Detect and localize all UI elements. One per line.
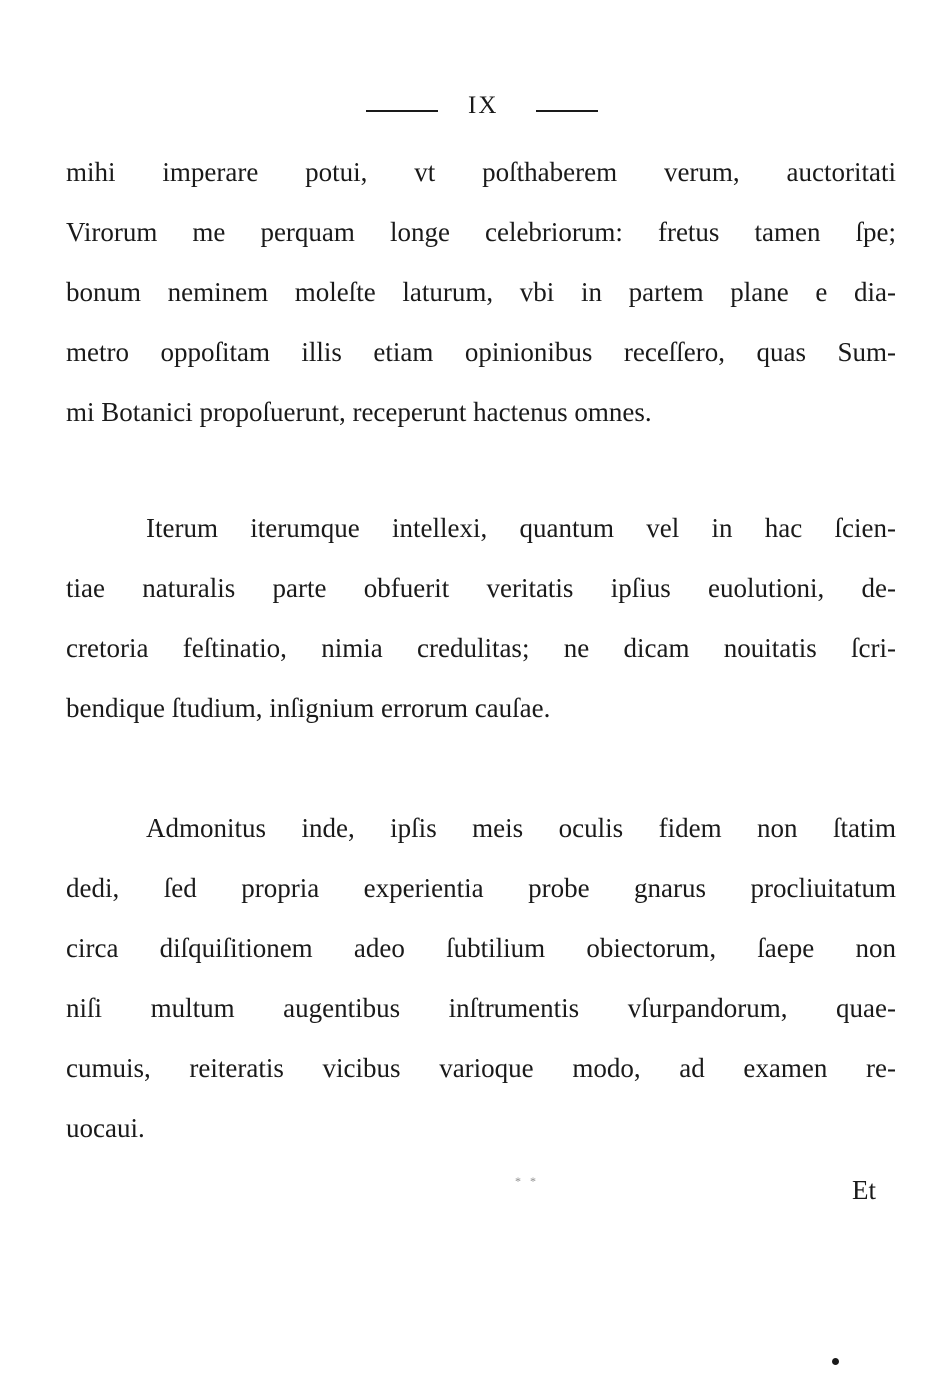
text-line: bendique ſtudium, inſignium errorum cauſae. xyxy=(66,693,551,723)
header-rule-right xyxy=(536,110,598,112)
text-line: uocaui. xyxy=(66,1113,145,1143)
text-line: niſi multum augentibus inſtrumentis vſurpandorum, quae- xyxy=(66,993,896,1023)
text-line: cretoria feſtinatio, nimia credulitas; ne dicam nouitatis ſcri- xyxy=(66,633,896,663)
text-line: circa diſquiſitionem adeo ſubtilium obiectorum, ſaepe non xyxy=(66,933,896,963)
page-number: IX xyxy=(468,92,499,119)
paragraph-1 xyxy=(66,142,896,442)
header-rule-left xyxy=(366,110,438,112)
text-line: mihi imperare potui, vt poſthaberem verum, auctoritati xyxy=(66,157,896,187)
text-line: tiae naturalis parte obfuerit veritatis ipſius euolutioni, de- xyxy=(66,573,896,603)
text-line: mi Botanici propoſuerunt, receperunt hactenus omnes. xyxy=(66,397,652,427)
text-line: metro oppoſitam illis etiam opinionibus receſſero, quas Sum- xyxy=(66,337,896,367)
page-header xyxy=(0,92,950,124)
signature-mark: * * xyxy=(515,1174,539,1188)
text-line: dedi, ſed propria experientia probe gnarus procliuitatum xyxy=(66,873,896,903)
text-line: Admonitus inde, ipſis meis oculis fidem non ſtatim xyxy=(146,813,896,843)
text-line: bonum neminem moleſte laturum, vbi in partem plane e dia- xyxy=(66,277,896,307)
text-line: Virorum me perquam longe celebriorum: fretus tamen ſpe; xyxy=(66,217,896,247)
paragraph-2 xyxy=(66,498,896,738)
paragraph-3 xyxy=(66,798,896,1158)
ink-dot xyxy=(832,1358,839,1365)
catchword: Et xyxy=(852,1175,876,1205)
text-line: cumuis, reiteratis vicibus varioque modo, ad examen re- xyxy=(66,1053,896,1083)
text-line: Iterum iterumque intellexi, quantum vel in hac ſcien- xyxy=(146,513,896,543)
